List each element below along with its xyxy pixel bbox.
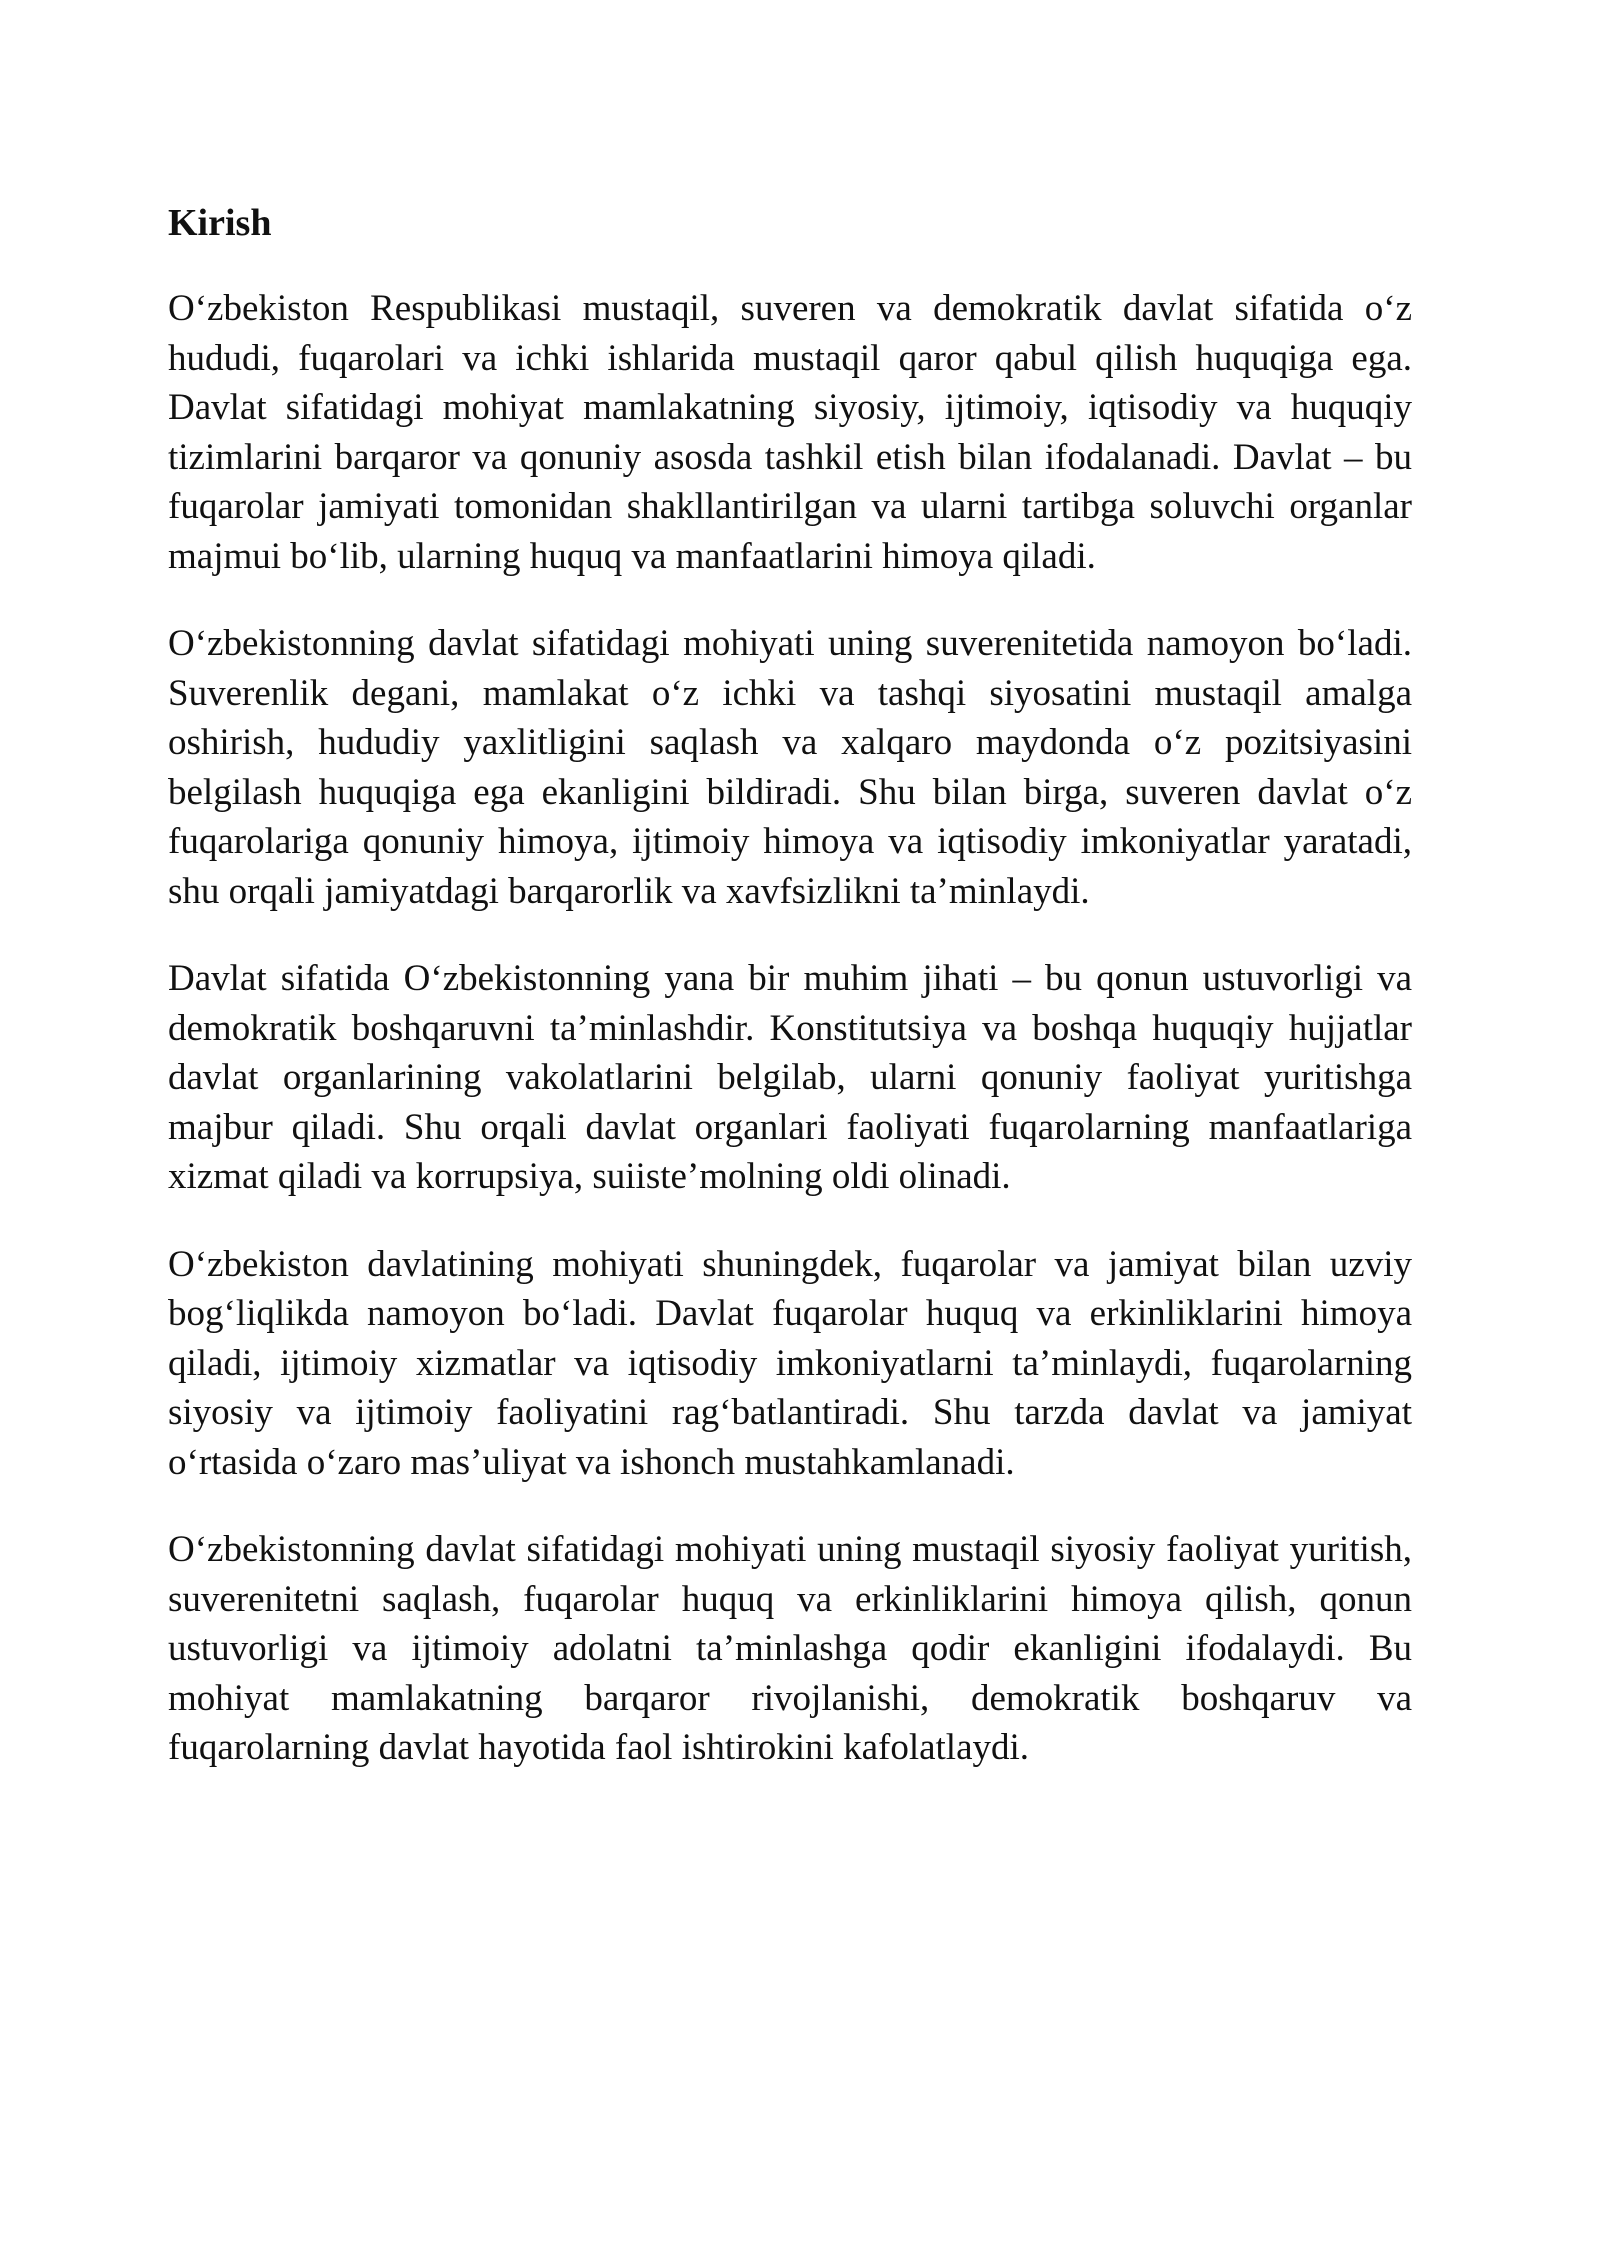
paragraph-4: O‘zbekiston davlatining mohiyati shuningdek, fuqarolar va jamiyat bilan uzviy bog‘liqlikda namoyon bo‘ladi. Davlat fuqarolar huquq va erkinliklarini himoya qiladi, ijtimoiy xizmatlar va iqtisodiy imkoniyatlarni ta’minlaydi, fuqarolarning siyosiy va ijtimoiy faoliyatini rag‘batlantiradi. Shu tarzda davlat va jamiyat o‘rtasida o‘zaro mas’uliyat va ishonch mustahkamlanadi. bbox=[168, 1243, 1412, 1483]
paragraph-5: O‘zbekistonning davlat sifatidagi mohiyati uning mustaqil siyosiy faoliyat yuritish, suverenitetni saqlash, fuqarolar huquq va erkinliklarini himoya qilish, qonun ustuvorligi va ijtimoiy adolatni ta’minlashga qodir ekanligini ifodalaydi. Bu mohiyat mamlakatning barqaror rivojlanishi, demokratik boshqaruv va fuqarolarning davlat hayotida faol ishtirokini kafolatlaydi. bbox=[168, 1529, 1412, 1768]
paragraph-3: Davlat sifatida O‘zbekistonning yana bir muhim jihati – bu qonun ustuvorligi va demokratik boshqaruvni ta’minlashdir. Konstitutsiya va boshqa huquqiy hujjatlar davlat organlarining vakolatlarini belgilab, ularni qonuniy faoliyat yuritishga majbur qiladi. Shu orqali davlat organlari faoliyati fuqarolarning manfaatlariga xizmat qiladi va korrupsiya, suiiste’molning oldi olinadi. bbox=[168, 958, 1412, 1197]
document-page bbox=[168, 198, 1412, 1811]
section-heading: Kirish bbox=[168, 202, 272, 244]
paragraph-2: O‘zbekistonning davlat sifatidagi mohiyati uning suverenitetida namoyon bo‘ladi. Suverenlik degani, mamlakat o‘z ichki va tashqi siyosatini mustaqil amalga oshirish, hududiy yaxlitligini saqlash va xalqaro maydonda o‘z pozitsiyasini belgilash huquqiga ega ekanligini bildiradi. Shu bilan birga, suveren davlat o‘z fuqarolariga qonuniy himoya, ijtimoiy himoya va iqtisodiy imkoniyatlar yaratadi, shu orqali jamiyatdagi barqarorlik va xavfsizlikni ta’minlaydi. bbox=[168, 623, 1412, 912]
paragraph-1: O‘zbekiston Respublikasi mustaqil, suveren va demokratik davlat sifatida o‘z hududi, fuqarolari va ichki ishlarida mustaqil qaror qabul qilish huquqiga ega. Davlat sifatidagi mohiyat mamlakatning siyosiy, ijtimoiy, iqtisodiy va huquqiy tizimlarini barqaror va qonuniy asosda tashkil etish bilan ifodalanadi. Davlat – bu fuqarolar jamiyati tomonidan shakllantirilgan va ularni tartibga soluvchi organlar majmui bo‘lib, ularning huquq va manfaatlarini himoya qiladi. bbox=[168, 288, 1412, 577]
